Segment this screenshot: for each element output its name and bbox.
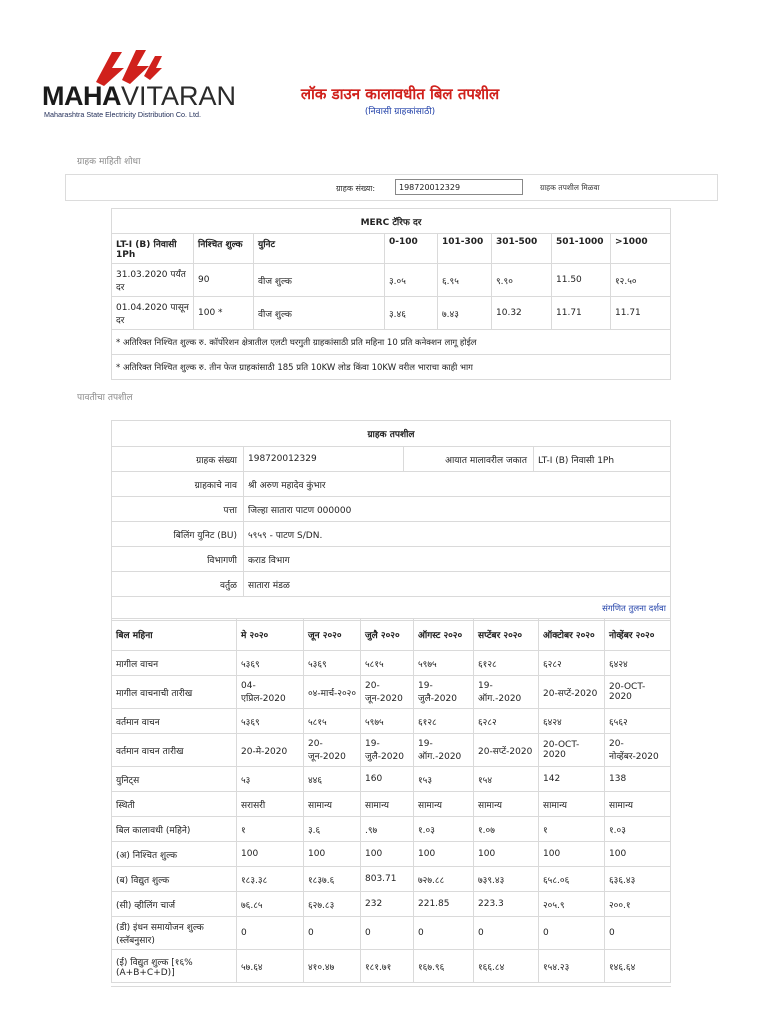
bill-cell: (ई) विद्युत शुल्क [१६% (A+B+C+D)]: [112, 950, 237, 983]
bill-details-table: [111, 618, 671, 983]
bill-cell: 20-OCT-2020: [539, 734, 605, 767]
search-section-label: ग्राहक माहिती शोधा: [77, 157, 141, 167]
tariff-col-header: 0-100: [385, 234, 438, 264]
payment-section-label: पावतीचा तपशील: [77, 393, 133, 403]
consumer-search-form: [65, 174, 718, 201]
tariff-cell: 31.03.2020 पर्यंत दर: [112, 264, 194, 297]
tariff-cell: 100 *: [194, 297, 254, 330]
tariff-note-row: [112, 355, 671, 380]
bill-cell: मागील वाचनाची तारीख: [112, 676, 237, 709]
bill-cell: १६७.९६: [414, 950, 474, 983]
bill-col-header: मे २०२०: [237, 619, 304, 651]
tariff-note: * अतिरिक्त निश्चित शुल्क रु. तीन फेज ग्राहकांसाठी 185 प्रति 10KW लोड किंवा 10KW वरील भाराचा काही भाग: [112, 355, 671, 380]
bill-cell: 20-जून-2020: [304, 734, 361, 767]
bill-cell: १५४: [474, 767, 539, 792]
bill-row: [112, 842, 671, 867]
bill-col-header: ऑगस्ट २०२०: [414, 619, 474, 651]
bill-row: [112, 892, 671, 917]
bill-cell: 160: [361, 767, 414, 792]
bill-cell: (ब) विद्युत शुल्क: [112, 867, 237, 892]
tariff-cell: १२.५०: [611, 264, 671, 297]
bill-header-row: [112, 619, 671, 651]
billing-unit-label: बिलिंग युनिट (BU): [112, 522, 244, 547]
bill-cell: 0: [414, 917, 474, 950]
bill-cell: 19-ऑग.-2020: [474, 676, 539, 709]
tariff-header-row: [112, 234, 671, 264]
tariff-cell: ७.४३: [438, 297, 492, 330]
page-subtitle: (निवासी ग्राहकांसाठी): [364, 107, 436, 117]
bill-cell: वर्तमान वाचन: [112, 709, 237, 734]
bill-cell: युनिट्स: [112, 767, 237, 792]
bill-cell: ६२८२: [474, 709, 539, 734]
logo-maha: MAHA: [42, 81, 121, 111]
address-label: पत्ता: [112, 497, 244, 522]
bill-cell: 19-जुलै-2020: [414, 676, 474, 709]
page-title: लॉक डाउन कालावधीत बिल तपशील: [300, 85, 500, 103]
bill-cell: ७३९.४३: [474, 867, 539, 892]
bill-row: [112, 709, 671, 734]
bill-cell: 19-ऑग.-2020: [414, 734, 474, 767]
bill-cell: 0: [361, 917, 414, 950]
customer-row: [112, 447, 671, 472]
bill-cell: ५३: [237, 767, 304, 792]
tariff-cell: 10.32: [492, 297, 552, 330]
bill-col-header: जून २०२०: [304, 619, 361, 651]
bill-cell: १८१.७१: [361, 950, 414, 983]
bill-cell: 100: [304, 842, 361, 867]
tariff-col-header: 101-300: [438, 234, 492, 264]
tariff-col-header: 301-500: [492, 234, 552, 264]
customer-row: [112, 472, 671, 497]
bill-cell: 0: [304, 917, 361, 950]
bill-cell: ५३६९: [304, 651, 361, 676]
bill-cell: 100: [539, 842, 605, 867]
bill-cell: सरासरी: [237, 792, 304, 817]
bill-cell: 100: [474, 842, 539, 867]
bill-cell: 0: [539, 917, 605, 950]
tariff-cell: वीज शुल्क: [254, 264, 385, 297]
bill-cell: ७६.८५: [237, 892, 304, 917]
customer-details-title: ग्राहक तपशील: [112, 421, 671, 447]
bill-cell: सामान्य: [361, 792, 414, 817]
bill-cell: 138: [605, 767, 671, 792]
bill-cell: ५७.६४: [237, 950, 304, 983]
lightning-logo-icon: [92, 46, 162, 86]
bill-cell: १.०३: [414, 817, 474, 842]
tariff-cell: वीज शुल्क: [254, 297, 385, 330]
consumer-name-value: श्री अरुण महादेव कुंभार: [244, 472, 671, 497]
bill-cell: स्थिती: [112, 792, 237, 817]
bill-cell: 232: [361, 892, 414, 917]
bill-row: [112, 792, 671, 817]
bill-cell: ५८१५: [304, 709, 361, 734]
bill-cell: ६४२४: [605, 651, 671, 676]
bill-cell: १६६.८४: [474, 950, 539, 983]
tariff-cell: ६.९५: [438, 264, 492, 297]
consumer-number-value: 198720012329: [244, 447, 404, 472]
bill-cell: ६२८२: [539, 651, 605, 676]
bill-cell: 221.85: [414, 892, 474, 917]
bill-cell: .९७: [361, 817, 414, 842]
bill-col-header: बिल महिना: [112, 619, 237, 651]
tariff-cell: 90: [194, 264, 254, 297]
bill-cell: ५३६९: [237, 709, 304, 734]
bill-cell: ५९७५: [414, 651, 474, 676]
logo-wordmark: [42, 82, 236, 110]
bill-cell: 04-एप्रिल-2020: [237, 676, 304, 709]
logo-vitaran: VITARAN: [121, 81, 237, 111]
bill-cell: ५९७५: [361, 709, 414, 734]
customer-row: [112, 522, 671, 547]
bill-cell: १४६.६४: [605, 950, 671, 983]
bill-cell: 0: [605, 917, 671, 950]
bill-cell: २०५.९: [539, 892, 605, 917]
bill-cell: 0: [237, 917, 304, 950]
bill-cell: ०४-मार्च-२०२०: [304, 676, 361, 709]
bill-cell: 20-जून-2020: [361, 676, 414, 709]
bill-cell: सामान्य: [414, 792, 474, 817]
bill-cell: १: [237, 817, 304, 842]
bill-cell: ६१२८: [414, 709, 474, 734]
tariff-title: MERC टॅरिफ दर: [112, 209, 671, 234]
tariff-cell: ३.०५: [385, 264, 438, 297]
bill-row: [112, 917, 671, 950]
bill-cell: ७२७.८८: [414, 867, 474, 892]
bill-row: [112, 734, 671, 767]
customer-row: [112, 572, 671, 597]
tariff-col-header: >1000: [611, 234, 671, 264]
bill-cell: 100: [361, 842, 414, 867]
show-comparison-link[interactable]: संगणित तुलना दर्शवा: [112, 597, 671, 621]
bill-cell: 20-सप्टें-2020: [474, 734, 539, 767]
bill-cell: मागील वाचन: [112, 651, 237, 676]
bill-cell: १८३७.६: [304, 867, 361, 892]
tariff-cell: ३.४६: [385, 297, 438, 330]
tariff-cell: 11.71: [611, 297, 671, 330]
logo-tagline: Maharashtra State Electricity Distribution Co. Ltd.: [44, 110, 201, 119]
consumer-number-input[interactable]: [395, 179, 523, 195]
bill-cell: ६२७.८३: [304, 892, 361, 917]
consumer-number-label: ग्राहक संख्या: [112, 447, 244, 472]
bill-col-header: नोव्हेंबर २०२०: [605, 619, 671, 651]
bill-cell: 803.71: [361, 867, 414, 892]
bill-cell: १.०७: [474, 817, 539, 842]
mahavitaran-logo[interactable]: [42, 46, 237, 122]
bill-cell: ४४६: [304, 767, 361, 792]
bill-cell: 142: [539, 767, 605, 792]
bill-cell: १.०३: [605, 817, 671, 842]
bill-cell: ६३६.४३: [605, 867, 671, 892]
circle-label: वर्तुळ: [112, 572, 244, 597]
bill-cell: 100: [414, 842, 474, 867]
bill-cell: सामान्य: [474, 792, 539, 817]
bill-cell: ६५८.०६: [539, 867, 605, 892]
bill-cell: ६१२८: [474, 651, 539, 676]
bill-cell: १५४.२३: [539, 950, 605, 983]
bill-row: [112, 767, 671, 792]
customer-details-table: [111, 420, 671, 621]
bill-cell: 100: [605, 842, 671, 867]
division-value: कराड विभाग: [244, 547, 671, 572]
bill-cell: 223.3: [474, 892, 539, 917]
customer-row: [112, 497, 671, 522]
bill-cell: वर्तमान वाचन तारीख: [112, 734, 237, 767]
circle-value: सातारा मंडळ: [244, 572, 671, 597]
merc-tariff-table: [111, 208, 671, 380]
bill-cell: (डी) इंधन समायोजन शुल्क (स्लॅबनुसार): [112, 917, 237, 950]
bill-cell: बिल कालावधी (महिने): [112, 817, 237, 842]
bill-cell: १८३.३८: [237, 867, 304, 892]
get-details-button[interactable]: ग्राहक तपशील मिळवा: [540, 183, 600, 192]
bill-cell: ६४२४: [539, 709, 605, 734]
tariff-category-label: आयात मालावरील जकात: [404, 447, 534, 472]
billing-unit-value: ५९५९ - पाटण S/DN.: [244, 522, 671, 547]
tariff-note: * अतिरिक्त निश्चित शुल्क रु. कॉर्पोरेशन क्षेत्रातील एलटी घरगुती ग्राहकांसाठी प्रति महिना 10 प्रति कनेक्शन लागू होईल: [112, 330, 671, 355]
tariff-cell: 11.50: [552, 264, 611, 297]
bill-col-header: सप्टेंबर २०२०: [474, 619, 539, 651]
tariff-row: [112, 264, 671, 297]
bill-col-header: जुलै २०२०: [361, 619, 414, 651]
bill-cell: 20-मे-2020: [237, 734, 304, 767]
bottom-divider: [111, 986, 671, 987]
bill-cell: ६५६२: [605, 709, 671, 734]
bill-cell: २००.१: [605, 892, 671, 917]
bill-row: [112, 651, 671, 676]
address-value: जिल्हा सातारा पाटण 000000: [244, 497, 671, 522]
tariff-cell: 11.71: [552, 297, 611, 330]
bill-cell: १: [539, 817, 605, 842]
bill-cell: १५३: [414, 767, 474, 792]
bill-cell: 0: [474, 917, 539, 950]
bill-row: [112, 676, 671, 709]
tariff-col-header: युनिट: [254, 234, 385, 264]
tariff-col-header: LT-I (B) निवासी 1Ph: [112, 234, 194, 264]
bill-cell: 19-जुलै-2020: [361, 734, 414, 767]
bill-row: [112, 817, 671, 842]
bill-cell: सामान्य: [605, 792, 671, 817]
tariff-cell: 01.04.2020 पासून दर: [112, 297, 194, 330]
bill-row: [112, 867, 671, 892]
bill-col-header: ऑक्टोबर २०२०: [539, 619, 605, 651]
bill-cell: (अ) निश्चित शुल्क: [112, 842, 237, 867]
consumer-name-label: ग्राहकाचे नाव: [112, 472, 244, 497]
tariff-cell: ९.९०: [492, 264, 552, 297]
bill-cell: (सी) व्हीलिंग चार्ज: [112, 892, 237, 917]
bill-cell: 20-OCT-2020: [605, 676, 671, 709]
division-label: विभागणी: [112, 547, 244, 572]
bill-cell: सामान्य: [539, 792, 605, 817]
bill-cell: ४१०.४७: [304, 950, 361, 983]
bill-cell: 20-सप्टें-2020: [539, 676, 605, 709]
tariff-col-header: 501-1000: [552, 234, 611, 264]
tariff-category-value: LT-I (B) निवासी 1Ph: [534, 447, 671, 472]
bill-cell: 100: [237, 842, 304, 867]
bill-cell: 20-नोव्हेंबर-2020: [605, 734, 671, 767]
bill-row: [112, 950, 671, 983]
bill-cell: ५८१५: [361, 651, 414, 676]
bill-cell: ३.६: [304, 817, 361, 842]
bill-cell: ५३६९: [237, 651, 304, 676]
tariff-row: [112, 297, 671, 330]
tariff-col-header: निश्चित शुल्क: [194, 234, 254, 264]
tariff-note-row: [112, 330, 671, 355]
consumer-number-label: ग्राहक संख्या:: [336, 184, 376, 193]
bill-cell: सामान्य: [304, 792, 361, 817]
customer-row: [112, 547, 671, 572]
